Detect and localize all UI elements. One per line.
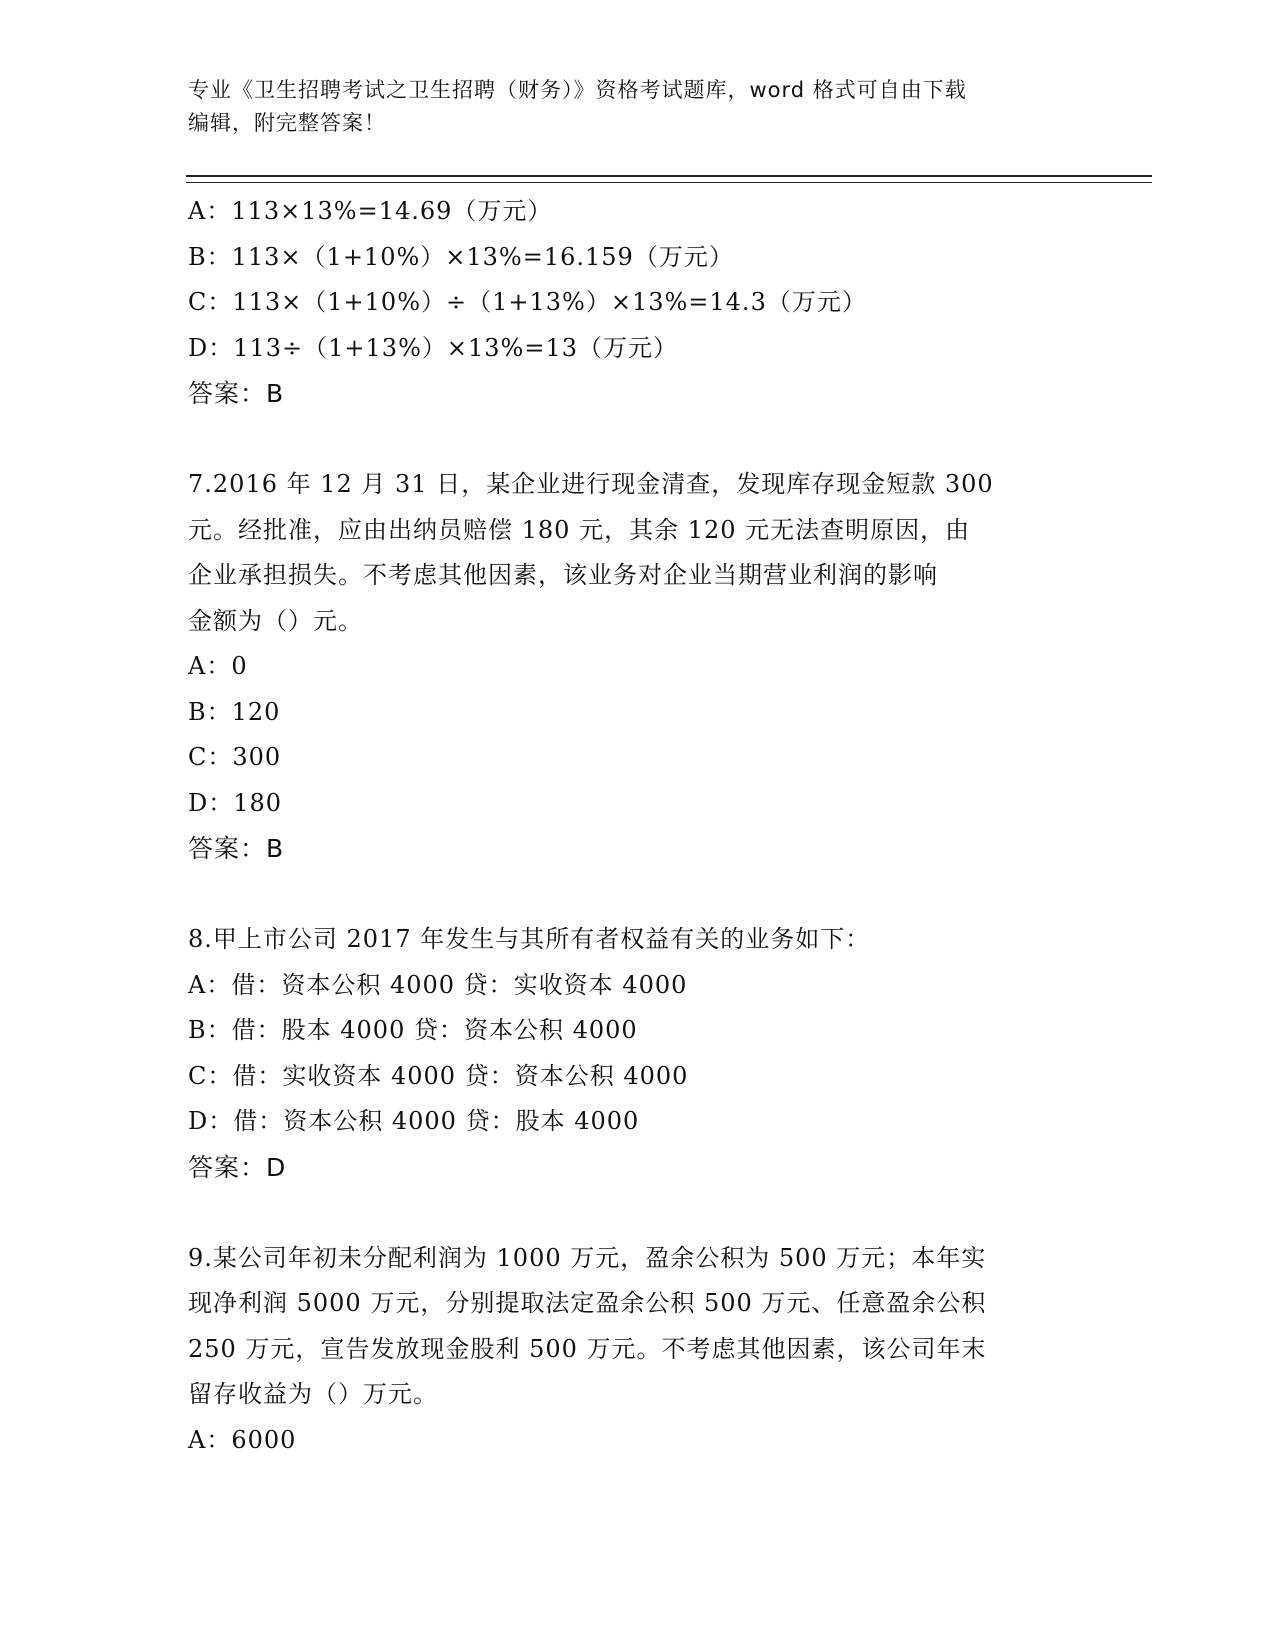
option-a: A：借：资本公积 4000 贷：实收资本 4000 — [188, 970, 688, 999]
question-stem-line: 现净利润 5000 万元，分别提取法定盈余公积 500 万元、任意盈余公积 — [188, 1289, 987, 1317]
question-stem-line: 留存收益为（）万元。 — [188, 1380, 438, 1408]
question-8 — [188, 917, 1088, 1190]
option-c: C：113×（1+10%）÷（1+13%）×13%=14.3（万元） — [188, 288, 867, 316]
question-9 — [188, 1236, 1088, 1464]
question-stem-line: 9.某公司年初未分配利润为 1000 万元，盈余公积为 500 万元；本年实 — [188, 1243, 987, 1272]
option-c: C：300 — [188, 743, 282, 771]
option-a: A：6000 — [188, 1425, 297, 1454]
document-body — [188, 189, 1088, 1463]
question-stem-line: 8.甲上市公司 2017 年发生与其所有者权益有关的业务如下： — [188, 925, 871, 953]
option-a: A：113×13%=14.69（万元） — [188, 197, 553, 225]
option-b: B：120 — [188, 697, 281, 726]
document-header — [188, 74, 1088, 140]
question-stem-line: 元。经批准，应由出纳员赔偿 180 元，其余 120 元无法查明原因，由 — [188, 515, 971, 544]
question-stem-line: 250 万元，宣告发放现金股利 500 万元。不考虑其他因素，该公司年末 — [188, 1334, 987, 1363]
header-divider-thin — [186, 182, 1152, 183]
option-a: A：0 — [188, 652, 248, 680]
header-line-1: 专业《卫生招聘考试之卫生招聘（财务）》资格考试题库，word 格式可自由下载 — [188, 78, 967, 102]
answer: 答案：B — [188, 379, 285, 408]
option-d: D：180 — [188, 788, 283, 817]
option-c: C：借：实收资本 4000 贷：资本公积 4000 — [188, 1061, 689, 1090]
answer: 答案：B — [188, 834, 285, 863]
question-stem-line: 金额为（）元。 — [188, 606, 363, 635]
question-6 — [188, 189, 1088, 417]
option-d: D：113÷（1+13%）×13%=13（万元） — [188, 333, 678, 362]
header-divider — [186, 175, 1152, 177]
header-line-2: 编辑，附完整答案！ — [188, 111, 386, 135]
question-stem-line: 企业承担损失。不考虑其他因素，该业务对企业当期营业利润的影响 — [188, 561, 938, 589]
question-7 — [188, 462, 1088, 872]
question-stem-line: 7.2016 年 12 月 31 日，某企业进行现金清查，发现库存现金短款 300 — [188, 470, 994, 498]
option-b: B：借：股本 4000 贷：资本公积 4000 — [188, 1016, 638, 1044]
option-b: B：113×（1+10%）×13%=16.159（万元） — [188, 242, 734, 271]
option-d: D：借：资本公积 4000 贷：股本 4000 — [188, 1107, 640, 1135]
answer: 答案：D — [188, 1152, 287, 1182]
